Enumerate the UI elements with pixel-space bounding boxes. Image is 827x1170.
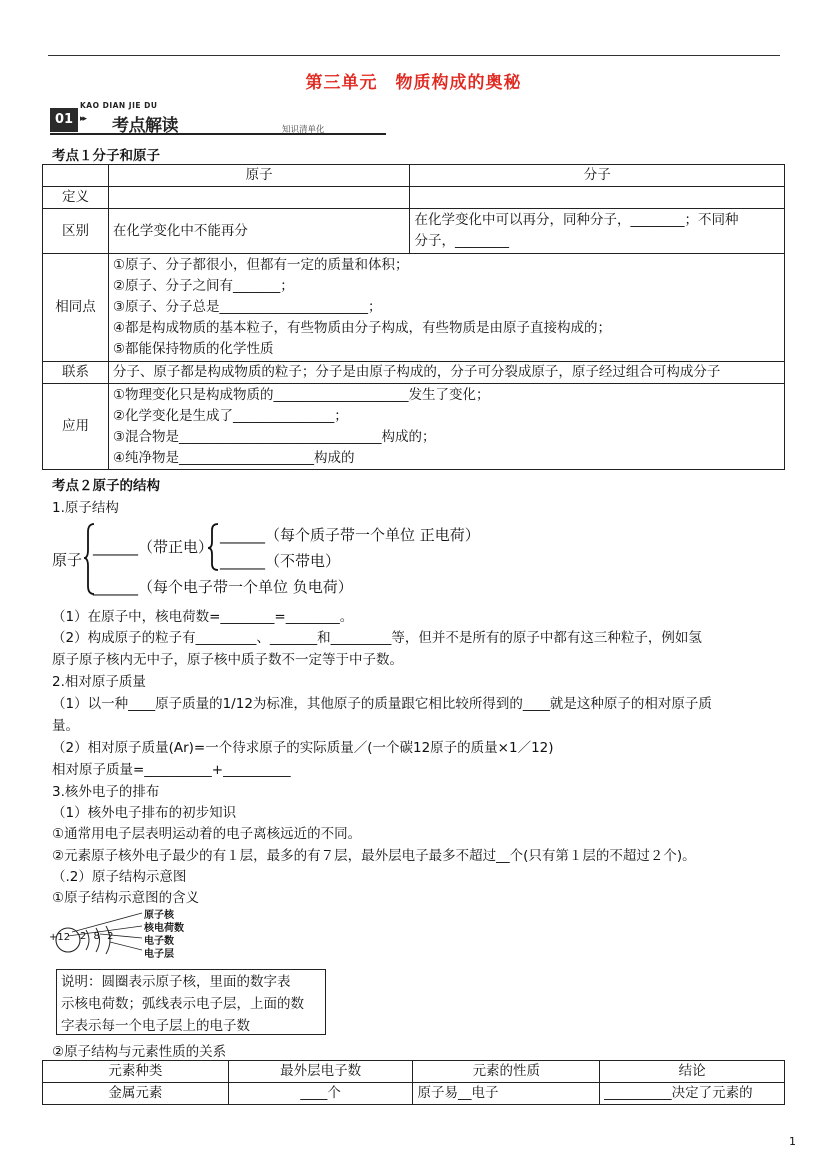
atom-molecule-table — [42, 164, 785, 470]
difference-molecule — [410, 209, 785, 254]
atom-label: 原子 — [52, 551, 83, 569]
col-molecule: 分子 — [410, 165, 785, 187]
subheading-atom-structure: 1.原子结构 — [52, 500, 119, 516]
subheading-relative-mass: 2.相对原子质量 — [52, 674, 146, 690]
banner-title: 考点解读 — [112, 116, 178, 136]
section-number-badge: 01 — [50, 108, 78, 132]
row-application: 应用 — [43, 384, 109, 470]
definition-molecule-cell — [410, 187, 785, 209]
application-item: ④纯净物是____________________构成的 — [112, 449, 355, 466]
electron-line: ______（每个电子带一个单位 负电荷） — [93, 578, 353, 596]
similar-item: ⑤都能保持物质的化学性质 — [112, 341, 274, 357]
note-box — [56, 969, 326, 1035]
subheading-electron-arrangement: 3.核外电子的排布 — [52, 784, 160, 800]
page-number: 1 — [789, 1135, 796, 1148]
header-cell: 元素种类 — [43, 1061, 229, 1083]
similar-item: ③原子、分子总是______________________； — [112, 299, 382, 315]
paragraph: （1）在原子中，核电荷数=________=________。 — [52, 609, 354, 625]
similar-item: ④都是构成物质的基本粒子，有些物质由分子构成，有些物质是由原子直接构成的； — [112, 320, 612, 336]
section2-heading: 考点２原子的结构 — [52, 478, 160, 494]
similar-item: ①原子、分子都很小，但都有一定的质量和体积； — [112, 257, 409, 273]
application-item: ①物理变化只是构成物质的____________________发生了变化； — [112, 386, 490, 403]
similar-cell — [108, 254, 784, 362]
proton-line: ______（每个质子带一个单位 正电荷） — [220, 526, 480, 544]
application-item: ③混合物是______________________________构成的； — [112, 428, 436, 445]
banner-pinyin: KAO DIAN JIE DU — [80, 101, 158, 110]
col-atom: 原子 — [108, 165, 410, 187]
row-relation: 联系 — [43, 362, 109, 384]
application-cell — [108, 384, 784, 470]
nucleus-line: ______（带正电） — [93, 538, 214, 556]
definition-atom-cell — [108, 187, 410, 209]
paragraph: （1）以一种____原子质量的1/12为标准，其他原子的质量跟它相比较所得到的____就是这种原子的相对原子质 — [52, 696, 712, 712]
paragraph: （.2）原子结构示意图 — [52, 869, 187, 885]
note-line: 说明：圆圈表示原子核，里面的数字表 — [61, 974, 291, 990]
paragraph: （1）核外电子排布的初步知识 — [52, 805, 237, 821]
banner-underline — [50, 133, 386, 135]
section1-heading: 考点１分子和原子 — [52, 148, 160, 164]
note-line: 字表示每一个电子层上的电子数 — [61, 1018, 250, 1034]
paragraph: ①通常用电子层表明运动着的电子离核远近的不同。 — [52, 826, 362, 842]
paragraph: 相对原子质量=__________+__________ — [52, 762, 291, 778]
atom-schematic-diagram — [48, 904, 208, 964]
table-cell: ____个 — [228, 1083, 413, 1105]
banner-subtitle: 知识清单化 — [282, 125, 325, 135]
difference-atom: 在化学变化中不能再分 — [108, 209, 410, 254]
paragraph: ①原子结构示意图的含义 — [52, 890, 200, 906]
neutron-line: ______（不带电） — [220, 552, 341, 570]
paragraph: ②元素原子核外电子最少的有１层，最多的有７层，最外层电子最多不超过__个(只有第１层的不超过２个)。 — [52, 848, 696, 864]
diagram-label: 电子数 — [144, 936, 174, 947]
paragraph: （2）相对原子质量(Ar)=一个待求原子的实际质量／(一个碳12原子的质量×1／12) — [52, 740, 554, 756]
table-cell: __________决定了元素的 — [600, 1083, 785, 1105]
row-definition: 定义 — [43, 187, 109, 209]
top-rule — [48, 55, 780, 56]
header-cell: 元素的性质 — [413, 1061, 600, 1083]
application-item: ②化学变化是生成了_______________； — [112, 407, 348, 424]
table-cell: 原子易__电子 — [413, 1083, 600, 1105]
note-line: 示核电荷数；弧线表示电子层，上面的数 — [61, 996, 304, 1012]
paragraph: ②原子结构与元素性质的关系 — [52, 1044, 227, 1060]
paragraph: 量。 — [52, 718, 79, 734]
row-difference: 区别 — [43, 209, 109, 254]
diagram-label: 原子核 — [144, 910, 174, 921]
paragraph: （2）构成原子的粒子有_________、_______和_________等，但并不是所有的原子中都有这三种粒子，例如氢 — [52, 630, 702, 646]
diagram-label: 电子层 — [144, 949, 174, 960]
difference-molecule-line1: 在化学变化中可以再分，同种分子，________；不同种 — [414, 212, 739, 228]
difference-molecule-line2: 分子，________ — [414, 233, 509, 249]
table-cell: 金属元素 — [43, 1083, 229, 1105]
relation-text: 分子、原子都是构成物质的粒子；分子是由原子构成的，分子可分裂成原子，原子经过组合可构成分子 — [108, 362, 784, 384]
similar-item: ②原子、分子之间有_______； — [112, 278, 294, 294]
row-similar: 相同点 — [43, 254, 109, 362]
paragraph: 原子原子核内无中子，原子核中质子数不一定等于中子数。 — [52, 652, 403, 668]
header-cell: 最外层电子数 — [228, 1061, 413, 1083]
header-cell: 结论 — [600, 1061, 785, 1083]
double-arrow-icon: ▸▸ — [80, 114, 86, 124]
diagram-label: 核电荷数 — [144, 923, 184, 934]
element-property-table — [42, 1060, 785, 1105]
nucleus-charge-value: +12 — [49, 932, 71, 943]
shell-electron-counts: 2 8 2 — [80, 931, 116, 942]
page-title: 第三单元 物质构成的奥秘 — [305, 73, 522, 93]
